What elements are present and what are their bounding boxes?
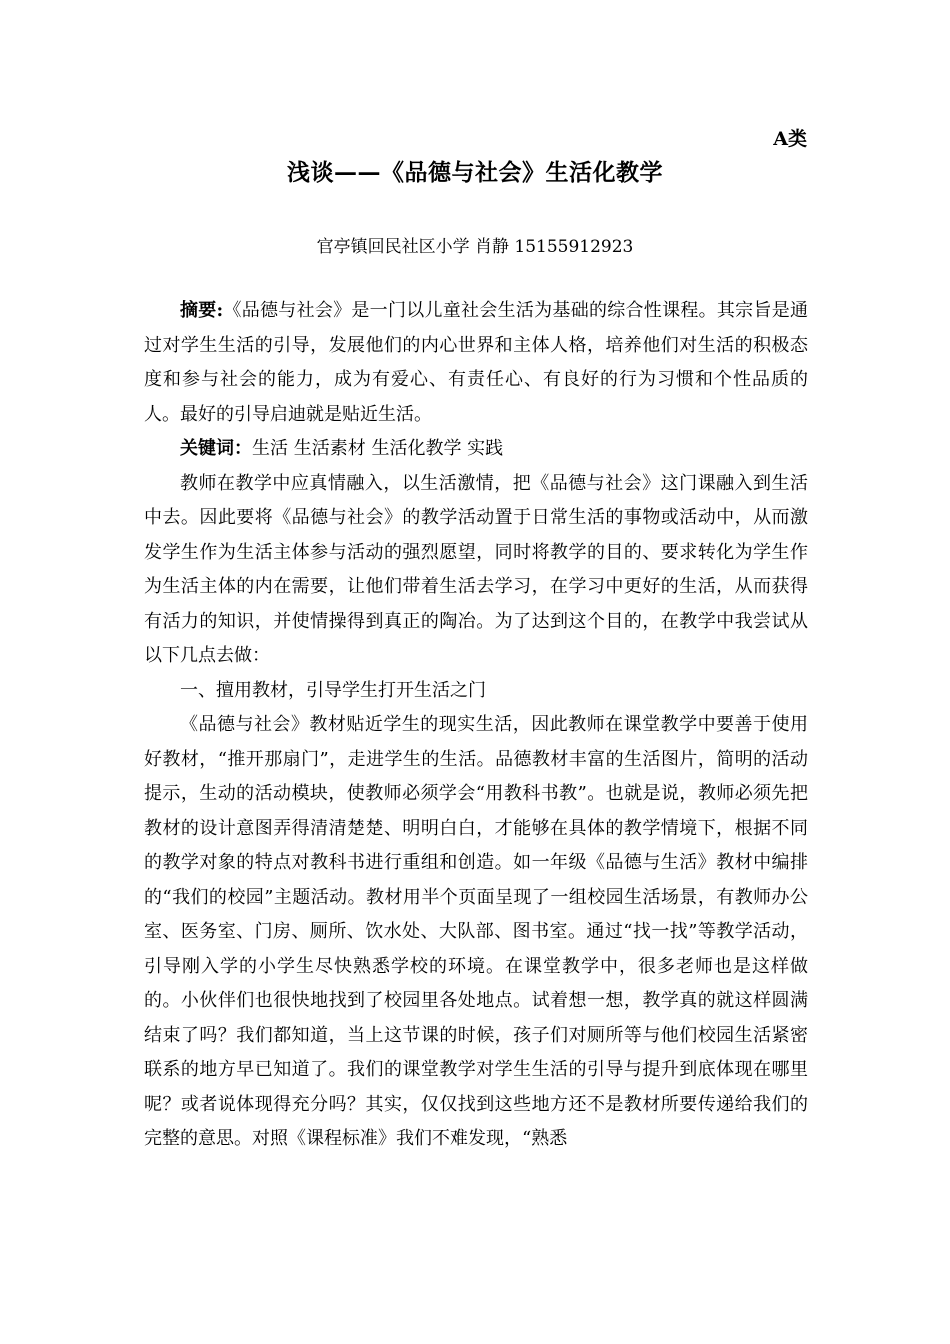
keywords-paragraph <box>144 432 808 467</box>
abstract-paragraph <box>144 294 808 432</box>
keywords-label: 关键词： <box>180 438 252 459</box>
section-heading: 一、擅用教材，引导学生打开生活之门 <box>180 679 486 701</box>
abstract-text: 《品德与社会》是一门以儿童社会生活为基础的综合性课程。其宗旨是通过对学生生活的引导，发展他们的内心世界和主体人格，培养他们对生活的积极态度和参与社会的能力，成为有爱心、有责任心、有良好的行为习惯和个性品质的人。最好的引导启迪就是贴近生活。 <box>144 300 808 425</box>
document-title: 浅谈——《品德与社会》生活化教学 <box>287 159 663 186</box>
category-label: A类 <box>773 128 807 150</box>
intro-paragraph: 教师在教学中应真情融入，以生活激情，把《品德与社会》这门课融入到生活中去。因此要将《品德与社会》的教学活动置于日常生活的事物或活动中，从而激发学生作为生活主体参与活动的强烈愿望，同时将教学的目的、要求转化为学生作为生活主体的内在需要，让他们带着生活去学习，在学习中更好的生活，从而获得有活力的知识，并使情操得到真正的陶冶。为了达到这个目的，在教学中我尝试从以下几点去做： <box>144 472 808 666</box>
keywords-text: 生活 生活素材 生活化教学 实践 <box>252 438 504 459</box>
abstract-label: 摘要: <box>180 300 224 321</box>
section-body-paragraph: 《品德与社会》教材贴近学生的现实生活，因此教师在课堂教学中要善于使用好教材，“推开那扇门”，走进学生的生活。品德教材丰富的生活图片，简明的活动提示，生动的活动模块，使教师必须学会“用教科书教”。也就是说，教师必须先把教材的设计意图弄得清清楚楚、明明白白，才能够在具体的教学情境下，根据不同的教学对象的特点对教科书进行重组和创造。如一年级《品德与生活》教材中编排的“我们的校园”主题活动。教材用半个页面呈现了一组校园生活场景，有教师办公室、医务室、门房、厕所、饮水处、大队部、图书室。通过“找一找”等教学活动，引导刚入学的小学生尽快熟悉学校的环境。在课堂教学中，很多老师也是这样做的。小伙伴们也很快地找到了校园里各处地点。试着想一想，教学真的就这样圆满结束了吗？我们都知道，当上这节课的时候，孩子们对厕所等与他们校园生活紧密联系的地方早已知道了。我们的课堂教学对学生生活的引导与提升到底体现在哪里呢？或者说体现得充分吗？其实，仅仅找到这些地方还不是教材所要传递给我们的完整的意思。对照《课程标准》我们不难发现，“熟悉 <box>144 714 808 1149</box>
author-line: 官亭镇回民社区小学 肖静 15155912923 <box>316 237 634 257</box>
document-body <box>144 294 808 1157</box>
